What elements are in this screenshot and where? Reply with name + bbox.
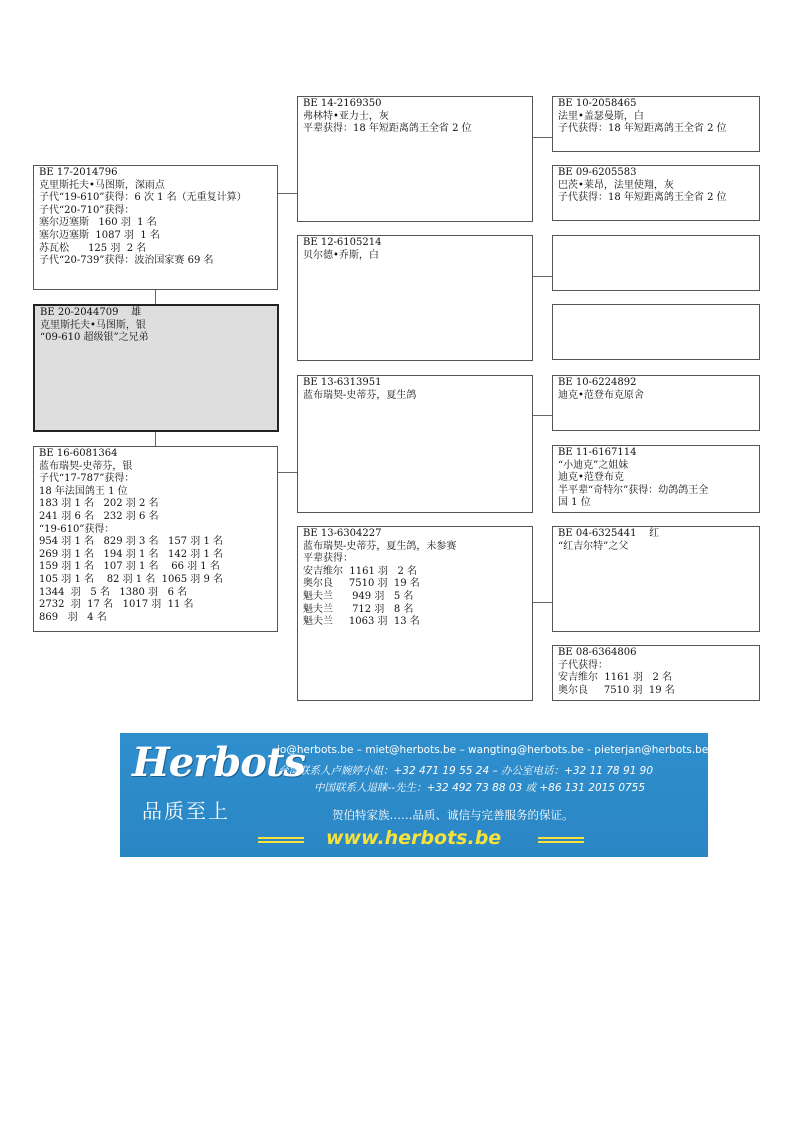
pedigree-line: 迪克•范登布克原舍 [558, 389, 644, 401]
pedigree-line: 子代获得：18 年短距离鸽王全省 2 位 [558, 123, 727, 135]
dam-sire-dam-card [552, 445, 760, 513]
connector-sire-sire-parents [533, 137, 552, 138]
ring-number: BE 13-6304227 [303, 528, 382, 539]
pedigree-line: 1344 羽 5 名 1380 羽 6 名 [39, 586, 188, 598]
pedigree-line: 平辈获得： [303, 553, 353, 565]
herbots-banner [120, 733, 708, 857]
pedigree-line: 954 羽 1 名 829 羽 3 名 157 羽 1 名 [39, 536, 224, 548]
pedigree-line: 蓝布瑞契-史蒂芬，夏生鸽，未参赛 [303, 540, 457, 552]
pedigree-line: 子代“20-710”获得： [39, 204, 135, 216]
slogan: 品质至上 [142, 799, 230, 823]
dam-sire-sire-card [552, 375, 760, 431]
pedigree-line: 子代“17-787”获得： [39, 473, 135, 485]
connector-dam-dam-parents [533, 602, 552, 603]
website-link[interactable]: www.herbots.be [326, 827, 502, 849]
dam-dam-sire-card [552, 526, 760, 632]
divider-left [258, 837, 304, 843]
pedigree-line: 半平辈“奇特尔”获得：幼鸽鸽王全 [558, 484, 709, 496]
connector-dam-parents [278, 472, 297, 473]
sire-sire-sire-card [552, 96, 760, 152]
connector-subject-dam [155, 431, 156, 446]
subject-card [33, 304, 279, 432]
sire-dam-dam-card [552, 304, 760, 360]
pedigree-line: “09-610 超级银”之兄弟 [40, 332, 149, 344]
contact-taiwan: 台湾联系人卢婉婷小姐：+32 471 19 55 24 – 办公室电话：+32 11 78 91 90 [278, 765, 654, 777]
sire-dam-card [297, 235, 533, 361]
connector-dam-sire-parents [533, 415, 552, 416]
connector-sire-parents [278, 193, 297, 194]
dam-sire-card [297, 375, 533, 513]
pedigree-line: 蓝布瑞契-史蒂芬，银 [39, 460, 133, 472]
pedigree-line: 安吉维尔 1161 羽 2 名 [558, 672, 673, 684]
pedigree-line: 法里•盖瑟曼斯，白 [558, 110, 644, 122]
tagline: 贺伯特家族……品质、诚信与完善服务的保证。 [332, 808, 574, 822]
ring-number: BE 11-6167114 [558, 447, 637, 458]
pedigree-line: 巴茨•莱昂，法里使翔，灰 [558, 179, 674, 191]
pedigree-line: 奥尔良 7510 羽 19 名 [558, 684, 675, 696]
ring-number: BE 09-6205583 [558, 167, 637, 178]
pedigree-line: 国 1 位 [558, 497, 591, 509]
pedigree-line: 魁夫兰 1063 羽 13 名 [303, 616, 420, 628]
dam-card [33, 446, 278, 632]
pedigree-line: 克里斯托夫•马图斯，银 [40, 319, 146, 331]
pedigree-line: 贝尔德•乔斯，白 [303, 249, 379, 261]
dam-dam-card [297, 526, 533, 701]
pedigree-line: 159 羽 1 名 107 羽 1 名 66 羽 1 名 [39, 561, 220, 573]
pedigree-line: 子代“19-610”获得：6 次 1 名（无重复计算） [39, 192, 247, 204]
pedigree-line: 2732 羽 17 名 1017 羽 11 名 [39, 599, 194, 611]
herbots-logo: Herbots [132, 739, 305, 786]
pedigree-line: 蓝布瑞契-史蒂芬，夏生鸽 [303, 389, 417, 401]
pedigree-line: 塞尔迈塞斯 160 羽 1 名 [39, 217, 157, 229]
pedigree-line: 105 羽 1 名 82 羽 1 名 1065 羽 9 名 [39, 573, 224, 585]
ring-number: BE 10-2058465 [558, 98, 637, 109]
connector-sire-dam-parents [533, 276, 552, 277]
pedigree-line: 奥尔良 7510 羽 19 名 [303, 578, 420, 590]
pedigree-line: 平辈获得：18 年短距离鸽王全省 2 位 [303, 123, 472, 135]
dam-dam-dam-card [552, 645, 760, 701]
pedigree-line: 子代“20-739”获得：波治国家赛 69 名 [39, 255, 214, 267]
pedigree-line: 迪克•范登布克 [558, 472, 624, 484]
pedigree-line: 269 羽 1 名 194 羽 1 名 142 羽 1 名 [39, 548, 224, 560]
pedigree-line: 183 羽 1 名 202 羽 2 名 [39, 498, 159, 510]
pedigree-line: 塞尔迈塞斯 1087 羽 1 名 [39, 229, 160, 241]
connector-subject-sire [155, 290, 156, 305]
pedigree-line: “红吉尔特”之父 [558, 540, 629, 552]
pedigree-line: 869 羽 4 名 [39, 611, 107, 623]
pedigree-line: “19-610”获得： [39, 523, 115, 535]
ring-number: BE 17-2014796 [39, 167, 118, 178]
pedigree-line: 弗林特•亚力士，灰 [303, 110, 389, 122]
pedigree-line: 魁夫兰 712 羽 8 名 [303, 603, 414, 615]
pedigree-line: 安吉维尔 1161 羽 2 名 [303, 565, 418, 577]
pedigree-line: 克里斯托夫•马图斯，深雨点 [39, 179, 165, 191]
contact-emails[interactable]: jo@herbots.be – miet@herbots.be – wangting@herbots.be - pieterjan@herbots.be [277, 744, 708, 756]
pedigree-line: 241 羽 6 名 232 羽 6 名 [39, 510, 159, 522]
ring-number: BE 08-6364806 [558, 647, 637, 658]
pedigree-line: 18 年法国鸽王 1 位 [39, 485, 128, 497]
pedigree-line: 苏瓦松 125 羽 2 名 [39, 242, 147, 254]
ring-number: BE 04-6325441 红 [558, 528, 660, 539]
pedigree-line: 子代获得： [558, 659, 608, 671]
pedigree-line: 魁夫兰 949 羽 5 名 [303, 590, 414, 602]
ring-number: BE 13-6313951 [303, 377, 382, 388]
pedigree-line: “小迪克”之姐妹 [558, 459, 629, 471]
sire-card [33, 165, 278, 290]
sire-dam-sire-card [552, 235, 760, 291]
divider-right [538, 837, 584, 843]
ring-number: BE 14-2169350 [303, 98, 382, 109]
contact-china: 中国联系人退睐--先生：+32 492 73 88 03 或 +86 131 2015 0755 [314, 782, 646, 794]
ring-number: BE 10-6224892 [558, 377, 637, 388]
sire-sire-card [297, 96, 533, 222]
ring-number: BE 20-2044709 雄 [40, 307, 142, 318]
ring-number: BE 16-6081364 [39, 448, 118, 459]
ring-number: BE 12-6105214 [303, 237, 382, 248]
sire-sire-dam-card [552, 165, 760, 221]
pedigree-line: 子代获得：18 年短距离鸽王全省 2 位 [558, 192, 727, 204]
